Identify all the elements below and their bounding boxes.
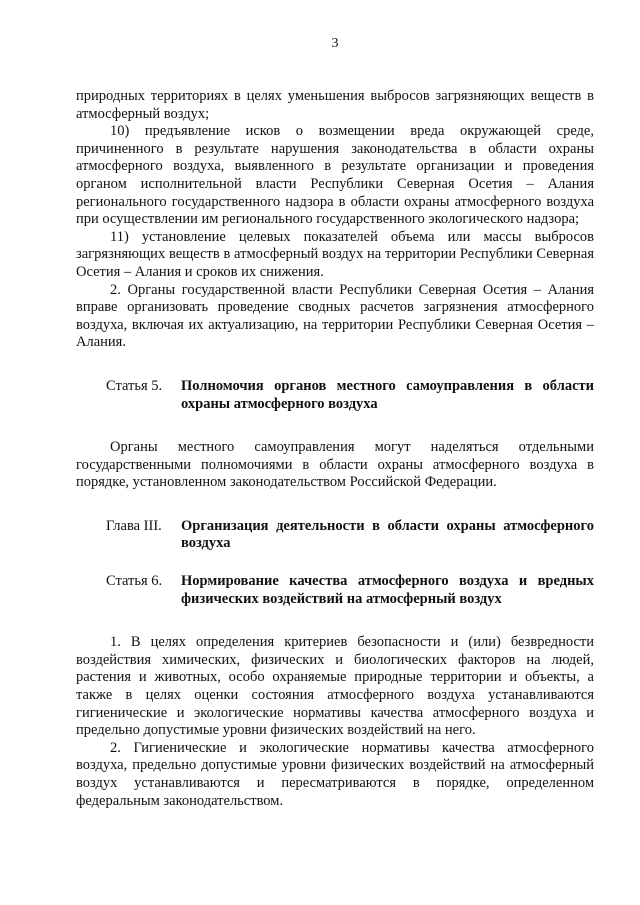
paragraph-item-11: 11) установление целевых показателей объема или массы выбросов загрязняющих веществ в атмосферный воздух на территории Республики Северная Осетия – Алания и сроков их снижения. <box>76 228 594 280</box>
paragraph-continuation: природных территориях в целях уменьшения выбросов загрязняющих веществ в атмосферный воздух; <box>76 88 594 122</box>
page-number: 3 <box>331 36 339 51</box>
article-6-title: Нормирование качества атмосферного воздуха и вредных физических воздействий на атмосферный воздух <box>181 573 594 607</box>
article-6-paragraph-1: 1. В целях определения критериев безопасности и (или) безвредности воздействия химических, физических и биологических факторов на людей, растения и животных, особо охраняемые природные территории и объекты, а также в целях оценки состояния атмосферного воздуха устанавливаются гигиенические и экологические нормативы качества атмосферного воздуха и предельно допустимые уровни физических воздействий на него. <box>76 634 594 739</box>
chapter-3-label: Глава III. <box>106 517 162 534</box>
paragraph-item-10: 10) предъявление исков о возмещении вреда окружающей среде, причиненного в результате нарушения законодательства в области охраны атмосферного воздуха, выявленного в результате организации и проведения органом исполнительной власти Республики Северная Осетия – Алания регионального государственного надзора в области охраны атмосферного воздуха при осуществлении им регионального государственного экологического надзора; <box>76 123 594 228</box>
chapter-3-title: Организация деятельности в области охраны атмосферного воздуха <box>181 517 594 552</box>
article-6-heading <box>76 573 594 608</box>
article-5-title: Полномочия органов местного самоуправления в области охраны атмосферного воздуха <box>181 377 594 412</box>
article-5-label: Статья 5. <box>106 377 163 394</box>
chapter-3-heading <box>76 518 594 553</box>
article-6-label: Статья 6. <box>106 573 163 590</box>
article-5-body: Органы местного самоуправления могут наделяться отдельными государственными полномочиями в области охраны атмосферного воздуха в порядке, установленном законодательством Российской Федерации. <box>76 439 594 491</box>
article-6-paragraph-2: 2. Гигиенические и экологические нормативы качества атмосферного воздуха, предельно допустимые уровни физических воздействий на атмосферный воздух устанавливаются и пересматриваются в порядке, определенном федеральным законодательством. <box>76 739 594 809</box>
paragraph-part-2: 2. Органы государственной власти Республики Северная Осетия – Алания вправе организовать проведение сводных расчетов загрязнения атмосферного воздуха, включая их актуализацию, на территории Республики Северная Осетия – Алания. <box>76 281 594 351</box>
article-5-heading <box>76 378 594 413</box>
